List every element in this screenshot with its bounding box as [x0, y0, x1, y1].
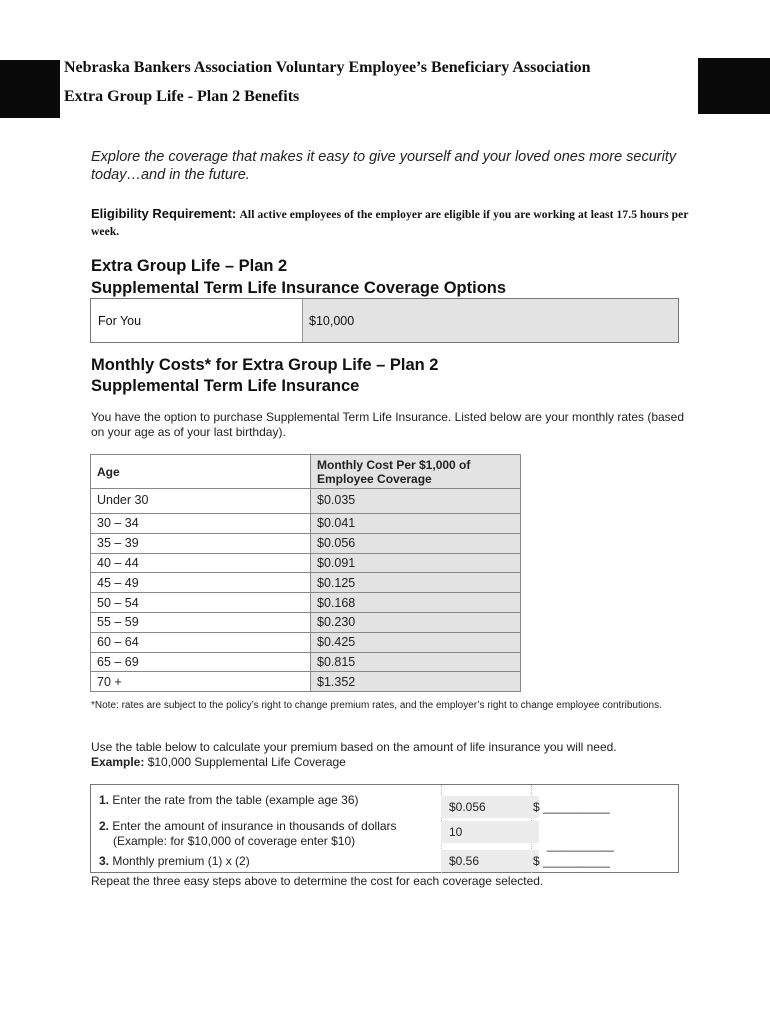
- coverage-title: Extra Group Life – Plan 2: [91, 257, 288, 275]
- footer-instruction: Repeat the three easy steps above to determine the cost for each coverage selected.: [91, 874, 544, 888]
- example-text: $10,000 Supplemental Life Coverage: [147, 755, 346, 769]
- cost-cell: $1.352: [311, 672, 521, 692]
- age-column-header: Age: [91, 455, 311, 489]
- age-cell: 40 – 44: [91, 553, 311, 573]
- cost-cell: $0.125: [311, 573, 521, 593]
- monthly-costs-title: Monthly Costs* for Extra Group Life – Plan 2: [91, 356, 439, 374]
- table-row: [91, 672, 521, 692]
- calculator-intro-text: Use the table below to calculate your premium based on the amount of life insurance you will need.: [91, 740, 617, 754]
- table-row: [91, 489, 521, 514]
- coverage-subtitle: Supplemental Term Life Insurance Coverage Options: [91, 279, 507, 297]
- age-cell: 50 – 54: [91, 593, 311, 613]
- example-label: Example:: [91, 755, 145, 769]
- age-cell: 55 – 59: [91, 612, 311, 632]
- table-row: [91, 612, 521, 632]
- cost-cell: $0.168: [311, 593, 521, 613]
- monthly-costs-subtitle: Supplemental Term Life Insurance: [91, 377, 360, 395]
- cost-cell: $0.091: [311, 553, 521, 573]
- step-3-blank[interactable]: $ __________: [533, 854, 610, 868]
- step-1-text: Enter the rate from the table (example age 36): [112, 793, 359, 807]
- table-row: [91, 553, 521, 573]
- cost-cell: $0.035: [311, 489, 521, 514]
- age-cell: 45 – 49: [91, 573, 311, 593]
- cost-cell: $0.425: [311, 632, 521, 652]
- age-cell: 35 – 39: [91, 533, 311, 553]
- rates-table-header: [91, 455, 521, 489]
- cost-cell: $0.056: [311, 533, 521, 553]
- cost-cell: $0.041: [311, 514, 521, 534]
- step-1-blank[interactable]: $ __________: [533, 800, 610, 814]
- right-page-tab: [698, 58, 770, 114]
- table-row: [91, 533, 521, 553]
- step-2-number: 2.: [99, 819, 110, 833]
- header-organization: Nebraska Bankers Association Voluntary Employee’s Beneficiary Association: [64, 59, 591, 76]
- step-3-number: 3.: [99, 854, 110, 868]
- table-row: [91, 652, 521, 672]
- cost-column-header: Monthly Cost Per $1,000 of Employee Coverage: [311, 455, 521, 489]
- eligibility-requirement: [91, 206, 691, 240]
- step-1-label: [99, 793, 359, 808]
- table-row: [91, 632, 521, 652]
- table-row: [91, 593, 521, 613]
- coverage-option-label: For You: [91, 299, 303, 342]
- step-2-blank[interactable]: __________: [547, 838, 614, 852]
- header-plan-title: Extra Group Life - Plan 2 Benefits: [64, 88, 300, 105]
- eligibility-text: All active employees of the employer are eligible if you are working at least 17.5 hours per week.: [91, 209, 689, 238]
- intro-text: Explore the coverage that makes it easy to give yourself and your loved ones more security today…and in the future.: [91, 149, 677, 183]
- rates-note: *Note: rates are subject to the policy’s right to change premium rates, and the employer’s right to change employee contributions.: [91, 700, 662, 711]
- premium-calculator-box: [90, 784, 679, 873]
- step-2-subtext: (Example: for $10,000 of coverage enter $10): [113, 834, 356, 848]
- age-cell: 70 +: [91, 672, 311, 692]
- step-3-text: Monthly premium (1) x (2): [112, 854, 250, 868]
- age-cell: 60 – 64: [91, 632, 311, 652]
- age-cell: 30 – 34: [91, 514, 311, 534]
- table-row: [91, 573, 521, 593]
- eligibility-label: Eligibility Requirement:: [91, 206, 237, 221]
- left-page-tab: [0, 60, 60, 118]
- step-3-label: [99, 854, 250, 869]
- rates-table: [90, 454, 521, 692]
- cost-cell: $0.230: [311, 612, 521, 632]
- step-2-text: Enter the amount of insurance in thousands of dollars: [112, 819, 397, 833]
- age-cell: 65 – 69: [91, 652, 311, 672]
- step-1-value: $0.056: [441, 796, 539, 818]
- step-1-number: 1.: [99, 793, 110, 807]
- monthly-costs-description: You have the option to purchase Supplemental Term Life Insurance. Listed below are your monthly rates (based on your age as of your last birthday).: [91, 410, 685, 439]
- step-3-value: $0.56: [441, 850, 539, 872]
- table-row: [91, 514, 521, 534]
- cost-cell: $0.815: [311, 652, 521, 672]
- step-2-label: [99, 819, 397, 849]
- calculator-intro: [91, 740, 691, 770]
- coverage-option-row: [90, 298, 679, 343]
- coverage-option-value: $10,000: [303, 299, 678, 342]
- age-cell: Under 30: [91, 489, 311, 514]
- step-2-value: 10: [441, 821, 539, 843]
